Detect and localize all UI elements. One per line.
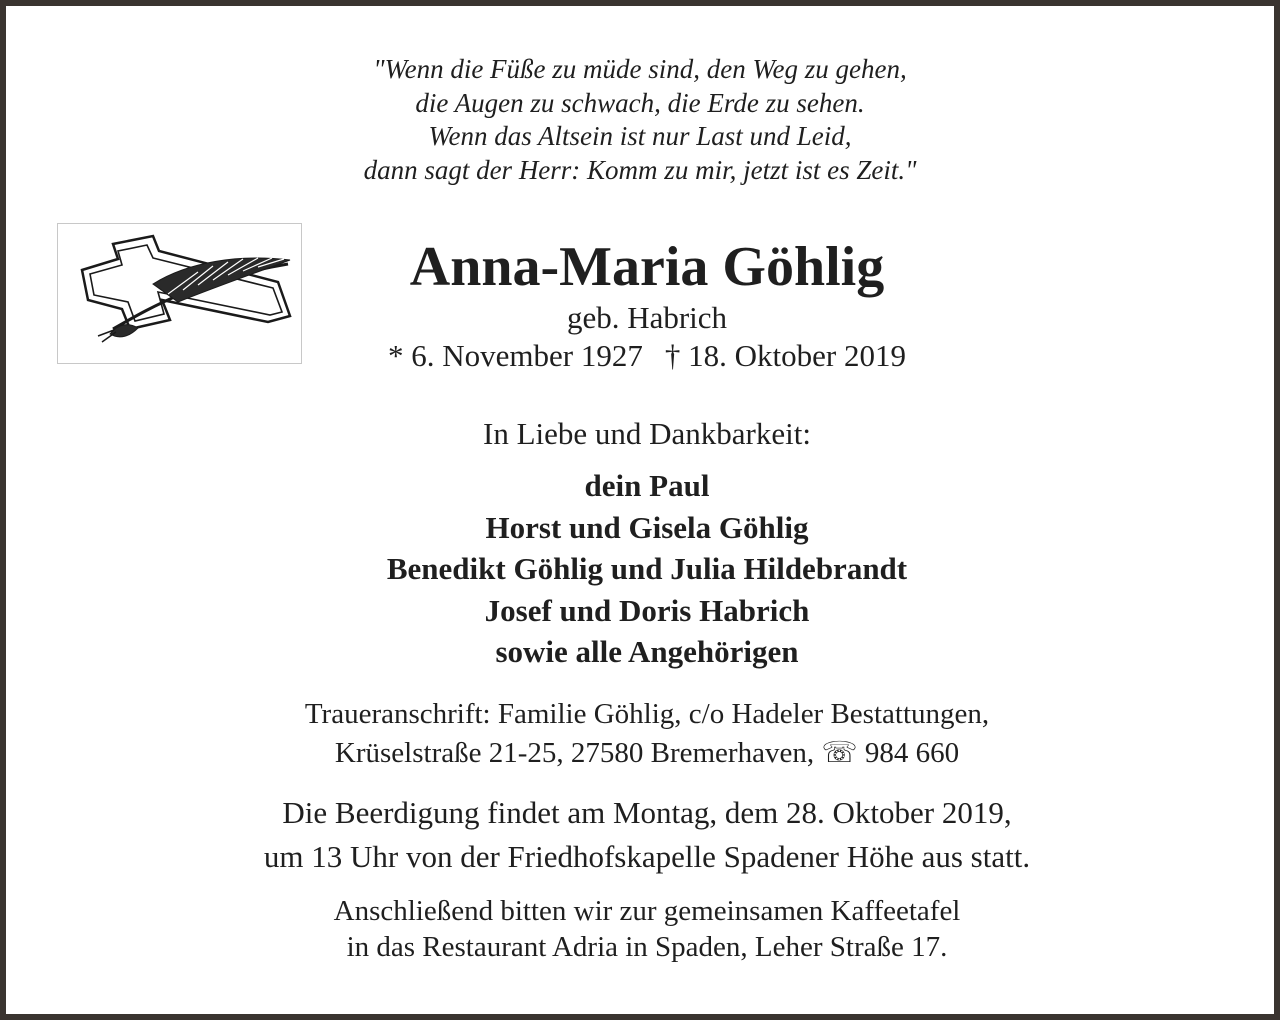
mourner-item: Horst und Gisela Göhlig <box>485 509 809 545</box>
address-line-1: Traueranschrift: Familie Göhlig, c/o Hadeler Bestattungen, <box>304 698 990 730</box>
phone-icon: ☏ <box>821 737 858 769</box>
death-date: † 18. Oktober 2019 <box>664 338 906 373</box>
poem-line-1: "Wenn die Füße zu müde sind, den Weg zu gehen, <box>373 54 907 84</box>
thanks-line: In Liebe und Dankbarkeit: <box>483 416 811 451</box>
poem <box>6 53 1274 187</box>
reception-info <box>13 893 1280 965</box>
reception-line-2: in das Restaurant Adria in Spaden, Leher Straße 17. <box>346 931 948 963</box>
deceased-name: Anna-Maria Göhlig <box>409 236 885 298</box>
mourning-address <box>13 695 1280 773</box>
mourner-item: dein Paul <box>584 468 710 503</box>
funeral-info <box>13 791 1280 879</box>
poem-line-3: Wenn das Altsein ist nur Last und Leid, <box>428 121 852 151</box>
life-dates <box>13 338 1280 374</box>
poem-line-4: dann sagt der Herr: Komm zu mir, jetzt ist es Zeit." <box>363 154 917 185</box>
birth-date: * 6. November 1927 <box>388 338 643 373</box>
funeral-line-1: Die Beerdigung findet am Montag, dem 28. Oktober 2019, <box>282 795 1012 830</box>
mourner-item: sowie alle Angehörigen <box>495 634 799 669</box>
address-street: Krüselstraße 21-25, 27580 Bremerhaven, <box>334 737 815 769</box>
phone-number: 984 660 <box>864 737 960 769</box>
reception-line-1: Anschließend bitten wir zur gemeinsamen Kaffeetafel <box>333 895 961 927</box>
maiden-name: geb. Habrich <box>566 300 728 335</box>
mourners-list <box>13 465 1280 673</box>
poem-line-2: die Augen zu schwach, die Erde zu sehen. <box>415 87 865 118</box>
address-line-2 <box>13 734 1280 773</box>
mourner-item: Josef und Doris Habrich <box>484 592 810 628</box>
funeral-line-2: um 13 Uhr von der Friedhofskapelle Spadener Höhe aus statt. <box>263 839 1031 874</box>
mourner-item: Benedikt Göhlig und Julia Hildebrandt <box>386 551 908 586</box>
